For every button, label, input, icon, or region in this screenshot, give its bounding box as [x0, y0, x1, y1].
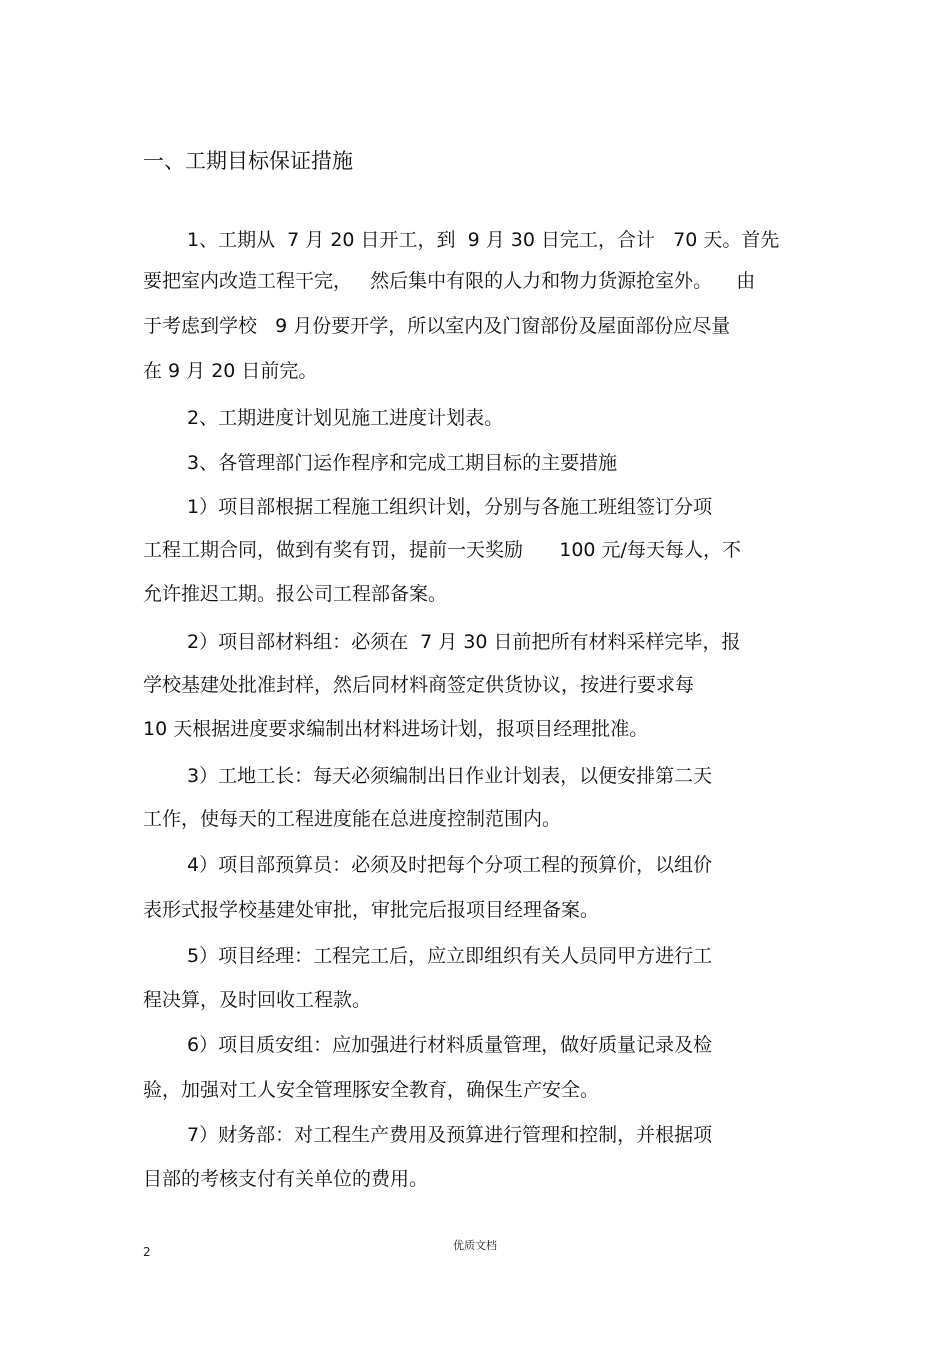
paragraph-line: 程决算，及时回收工程款。 [143, 989, 372, 1011]
paragraph-line: 4）项目部预算员：必须及时把每个分项工程的预算价，以组价 [187, 854, 713, 876]
footer-watermark-text: 优质文档 [453, 1239, 497, 1252]
paragraph-line: 1、工期从 7 月 20 日开工，到 9 月 30 日完工，合计 70 天。首先 [187, 229, 780, 251]
paragraph-line: 3）工地工长：每天必须编制出日作业计划表，以便安排第二天 [187, 765, 713, 787]
page-number: 2 [143, 1245, 151, 1259]
paragraph-line: 验，加强对工人安全管理豚安全教育，确保生产安全。 [143, 1079, 600, 1101]
paragraph-line: 工程工期合同，做到有奖有罚，提前一天奖励 100 元/每天每人，不 [143, 539, 741, 561]
paragraph-line: 目部的考核支付有关单位的费用。 [143, 1168, 429, 1190]
paragraph-line: 5）项目经理：工程完工后，应立即组织有关人员同甲方进行工 [187, 945, 713, 967]
paragraph-line: 10 天根据进度要求编制出材料进场计划，报项目经理批准。 [143, 718, 649, 740]
paragraph-line: 2、工期进度计划见施工进度计划表。 [187, 407, 504, 429]
paragraph-line: 表形式报学校基建处审批，审批完后报项目经理备案。 [143, 899, 600, 921]
paragraph-line: 要把室内改造工程干完， 然后集中有限的人力和物力货源抢室外。 由 [143, 270, 756, 292]
paragraph-line: 学校基建处批准封样，然后同材料商签定供货协议，按进行要求每 [143, 674, 695, 696]
paragraph-line: 在 9 月 20 日前完。 [143, 360, 318, 382]
paragraph-line: 允许推迟工期。报公司工程部备案。 [143, 583, 448, 605]
section-heading: 一、工期目标保证措施 [143, 149, 353, 173]
paragraph-line: 工作，使每天的工程进度能在总进度控制范围内。 [143, 808, 562, 830]
paragraph-line: 1）项目部根据工程施工组织计划，分别与各施工班组签订分项 [187, 496, 713, 518]
paragraph-line: 2）项目部材料组：必须在 7 月 30 日前把所有材料采样完毕，报 [187, 631, 741, 653]
paragraph-line: 6）项目质安组：应加强进行材料质量管理，做好质量记录及检 [187, 1034, 713, 1056]
paragraph-line: 7）财务部：对工程生产费用及预算进行管理和控制，并根据项 [187, 1124, 713, 1146]
paragraph-line: 于考虑到学校 9 月份要开学，所以室内及门窗部份及屋面部份应尽量 [143, 315, 731, 337]
paragraph-line: 3、各管理部门运作程序和完成工期目标的主要措施 [187, 452, 618, 474]
